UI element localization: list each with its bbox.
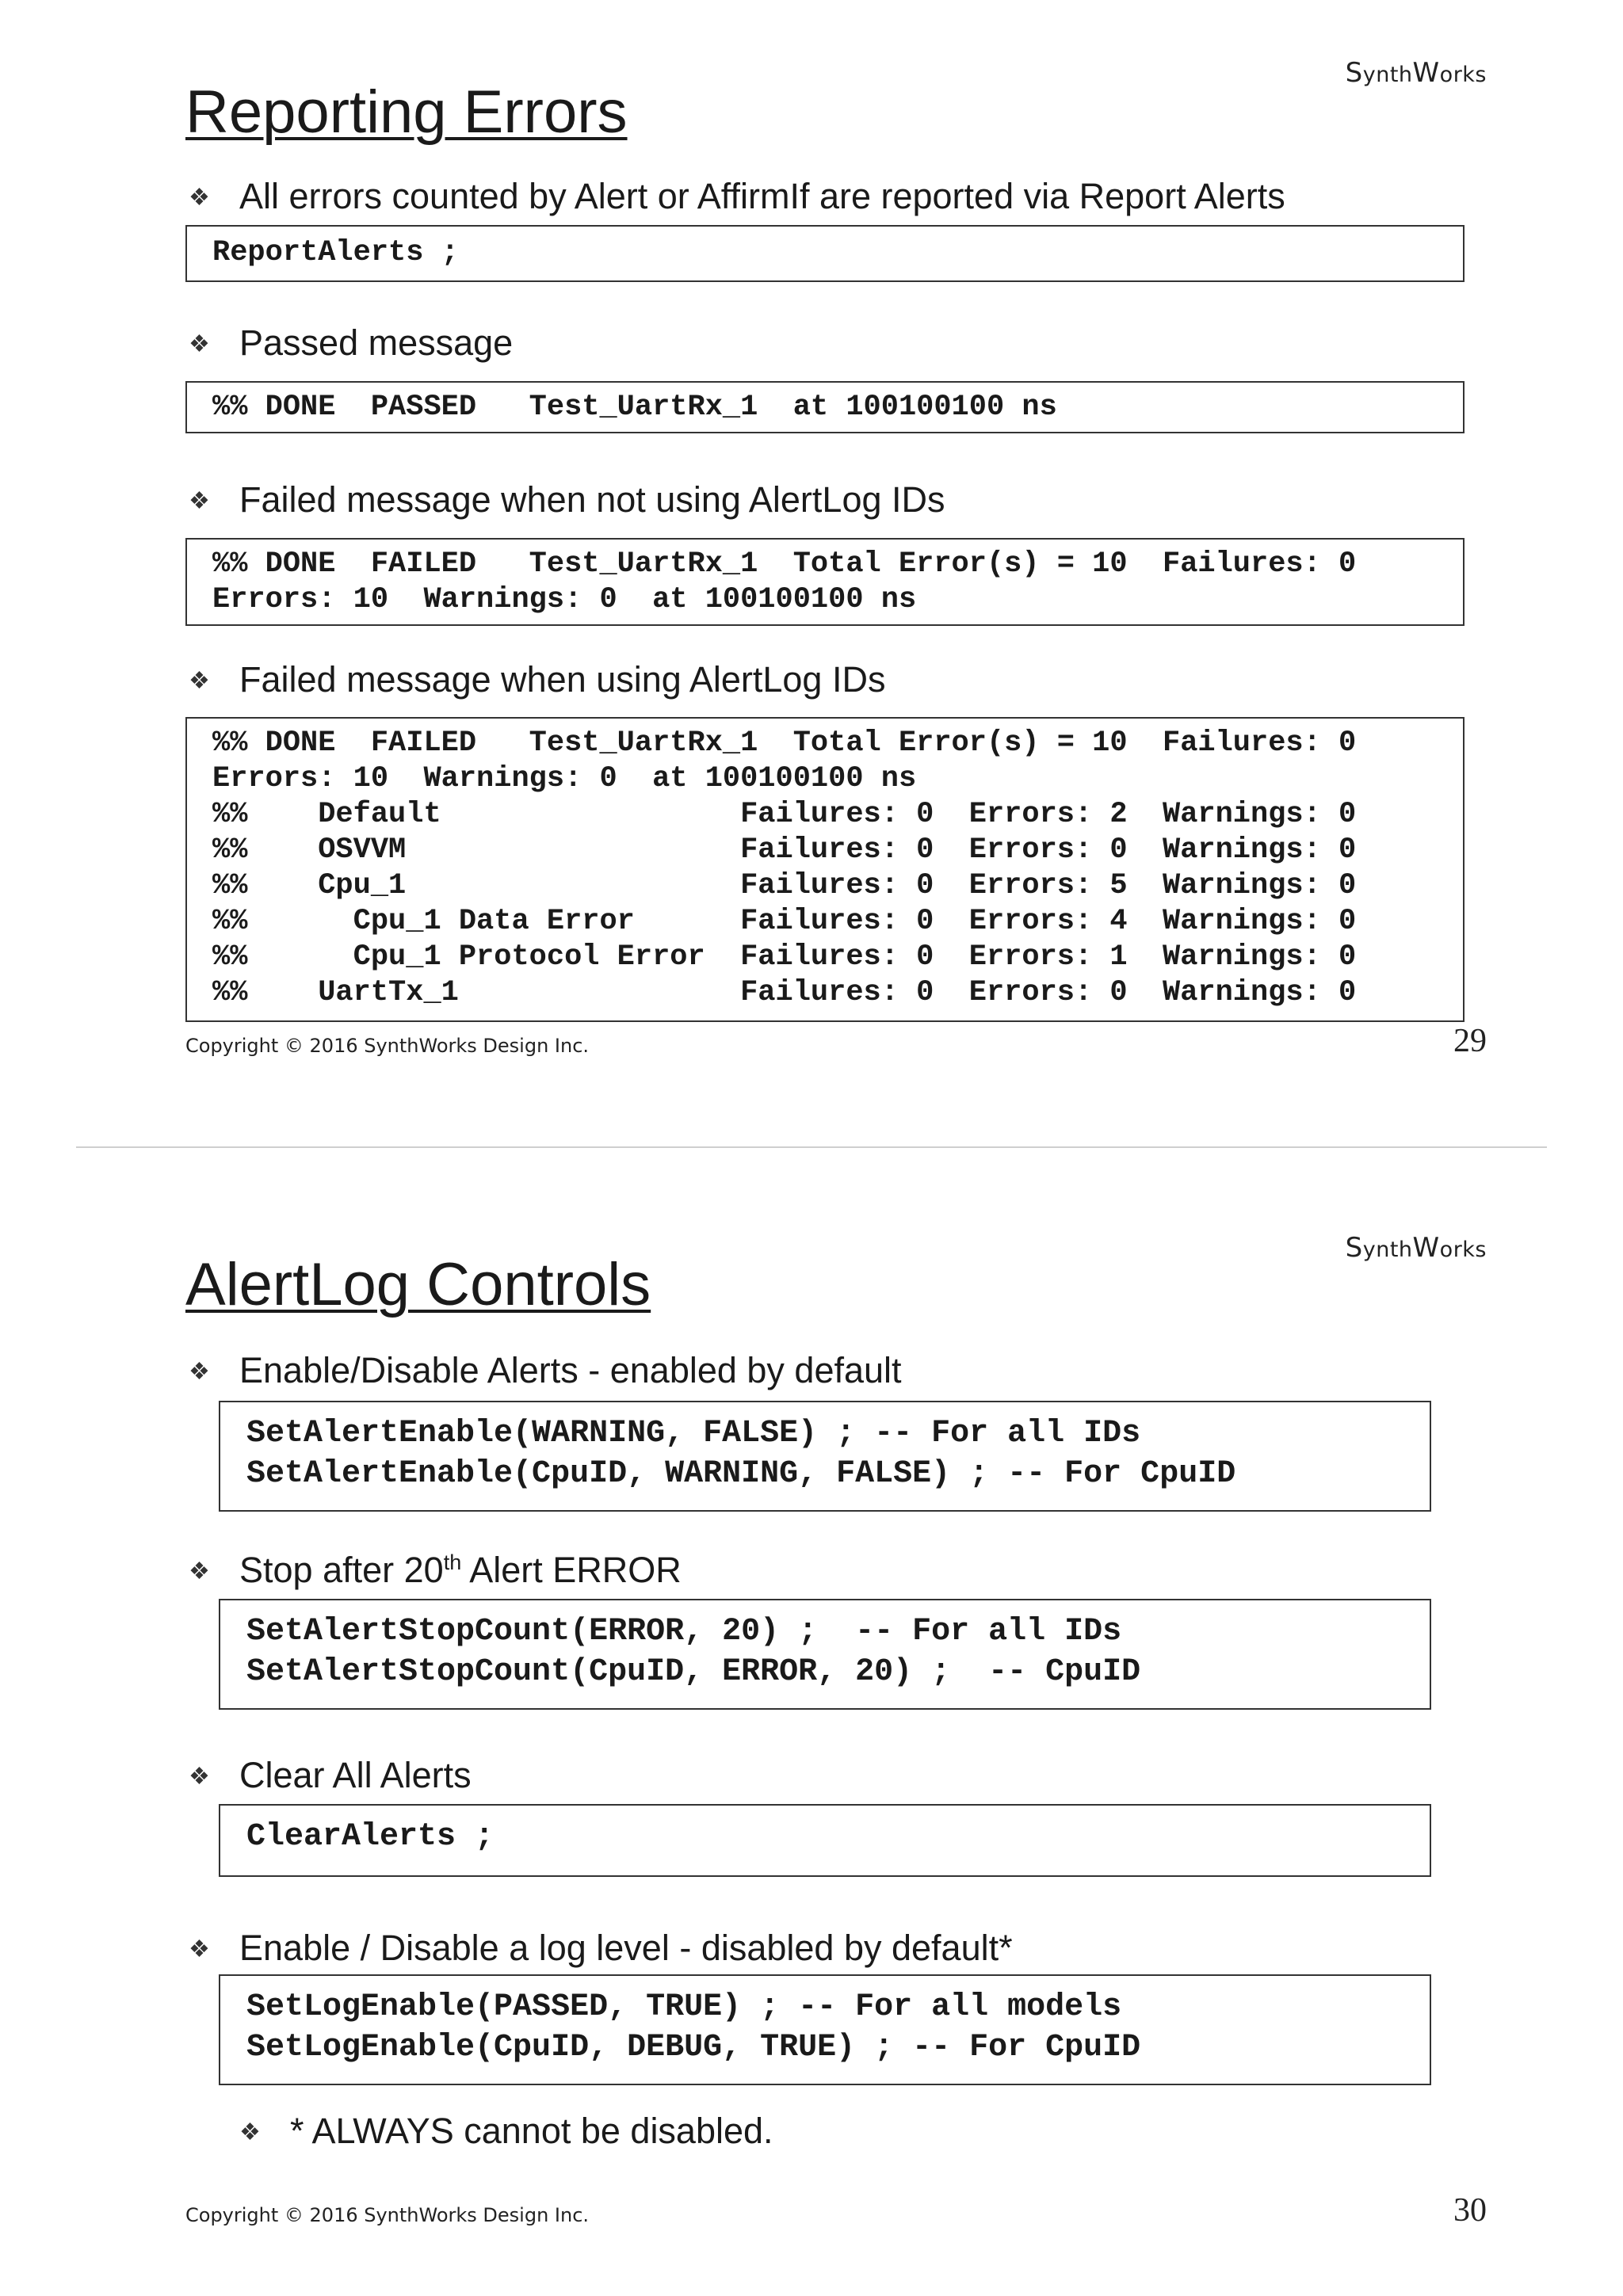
sub-bullet-text: * ALWAYS cannot be disabled. bbox=[290, 2111, 773, 2151]
bullet-item bbox=[189, 479, 945, 521]
diamond-bullet-icon: ❖ bbox=[189, 185, 210, 211]
code-block: %% DONE FAILED Test_UartRx_1 Total Error(s) = 10 Failures: 0 Errors: 10 Warnings: 0 at 100100100 ns bbox=[212, 547, 1357, 616]
diamond-bullet-icon: ❖ bbox=[189, 488, 210, 514]
brand-s: S bbox=[1345, 57, 1363, 89]
slide-divider bbox=[76, 1146, 1547, 1148]
bullet-text-part: Stop after 20 bbox=[239, 1550, 444, 1590]
diamond-bullet-icon: ❖ bbox=[189, 331, 210, 357]
code-box bbox=[185, 225, 1465, 282]
diamond-bullet-icon: ❖ bbox=[189, 1764, 210, 1790]
code-block: SetAlertEnable(WARNING, FALSE) ; -- For all IDs SetAlertEnable(CpuID, WARNING, FALSE) ; -- For CpuID bbox=[246, 1416, 1236, 1492]
bullet-item bbox=[189, 176, 1285, 217]
slide-title: AlertLog Controls bbox=[185, 1251, 651, 1318]
slide-29 bbox=[0, 0, 1623, 1145]
bullet-item bbox=[189, 659, 886, 700]
code-box bbox=[219, 1401, 1431, 1512]
sub-bullet-item bbox=[239, 2111, 773, 2152]
code-block: %% DONE PASSED Test_UartRx_1 at 100100100 ns bbox=[212, 391, 1057, 424]
brand-orks: orks bbox=[1439, 1238, 1487, 1262]
bullet-text: Failed message when using AlertLog IDs bbox=[239, 659, 886, 700]
brand-logo bbox=[1346, 1232, 1487, 1264]
bullet-text-sup: th bbox=[443, 1550, 462, 1574]
brand-logo bbox=[1346, 57, 1487, 89]
bullet-item bbox=[189, 1350, 902, 1391]
copyright: Copyright © 2016 SynthWorks Design Inc. bbox=[185, 2204, 590, 2226]
bullet-text: Clear All Alerts bbox=[239, 1755, 472, 1795]
diamond-bullet-icon: ❖ bbox=[189, 1936, 210, 1962]
code-box bbox=[185, 381, 1465, 433]
code-box bbox=[185, 538, 1465, 626]
diamond-bullet-icon: ❖ bbox=[189, 668, 210, 694]
code-block: SetAlertStopCount(ERROR, 20) ; -- For all IDs SetAlertStopCount(CpuID, ERROR, 20) ; -- CpuID bbox=[246, 1614, 1141, 1690]
diamond-bullet-icon: ❖ bbox=[189, 1558, 210, 1585]
code-box bbox=[219, 1974, 1431, 2085]
brand-orks: orks bbox=[1439, 63, 1487, 87]
bullet-item bbox=[189, 1550, 682, 1591]
bullet-item bbox=[189, 1755, 472, 1796]
diamond-bullet-icon: ❖ bbox=[239, 2119, 261, 2145]
brand-w: W bbox=[1412, 1232, 1440, 1264]
code-block: %% DONE FAILED Test_UartRx_1 Total Error(s) = 10 Failures: 0 Errors: 10 Warnings: 0 at 100100100 ns %% Default Failures: 0 Errors: 2 Warnings: 0 %% OSVVM Failures: 0 Errors: 0 Warnings: 0 %% Cpu_1 Failures: 0 Errors: 5 Warnings: 0 %% Cpu_1 Data Error Failures: 0 Errors: 4 Warnings: 0 %% Cpu_1 Protocol Error Failures: 0 Errors: 1 Warnings: 0 %% UartTx_1 Failures: 0 Errors: 0 Warnings: 0 bbox=[212, 727, 1357, 1009]
bullet-text: Passed message bbox=[239, 322, 514, 363]
page-number: 29 bbox=[1453, 1023, 1487, 1059]
bullet-text: Failed message when not using AlertLog IDs bbox=[239, 479, 945, 520]
code-block: ClearAlerts ; bbox=[246, 1819, 495, 1855]
bullet-text: All errors counted by Alert or AffirmIf are reported via Report Alerts bbox=[239, 176, 1285, 216]
diamond-bullet-icon: ❖ bbox=[189, 1359, 210, 1385]
code-box bbox=[219, 1599, 1431, 1710]
code-block: ReportAlerts ; bbox=[212, 236, 459, 269]
brand-ynth: ynth bbox=[1362, 63, 1413, 87]
code-box bbox=[185, 717, 1465, 1022]
page-number: 30 bbox=[1453, 2192, 1487, 2229]
code-block: SetLogEnable(PASSED, TRUE) ; -- For all models SetLogEnable(CpuID, DEBUG, TRUE) ; -- For CpuID bbox=[246, 1989, 1141, 2065]
slide-title: Reporting Errors bbox=[185, 78, 628, 146]
brand-ynth: ynth bbox=[1362, 1238, 1413, 1262]
bullet-text: Enable / Disable a log level - disabled by default* bbox=[239, 1928, 1013, 1968]
bullet-item bbox=[189, 1928, 1013, 1969]
brand-s: S bbox=[1345, 1232, 1363, 1264]
bullet-text: Enable/Disable Alerts - enabled by default bbox=[239, 1350, 902, 1390]
code-box bbox=[219, 1804, 1431, 1877]
slide-30 bbox=[0, 1149, 1623, 2296]
bullet-text-part: Alert ERROR bbox=[461, 1550, 682, 1590]
bullet-item bbox=[189, 322, 514, 364]
brand-w: W bbox=[1412, 57, 1440, 89]
copyright: Copyright © 2016 SynthWorks Design Inc. bbox=[185, 1035, 590, 1057]
